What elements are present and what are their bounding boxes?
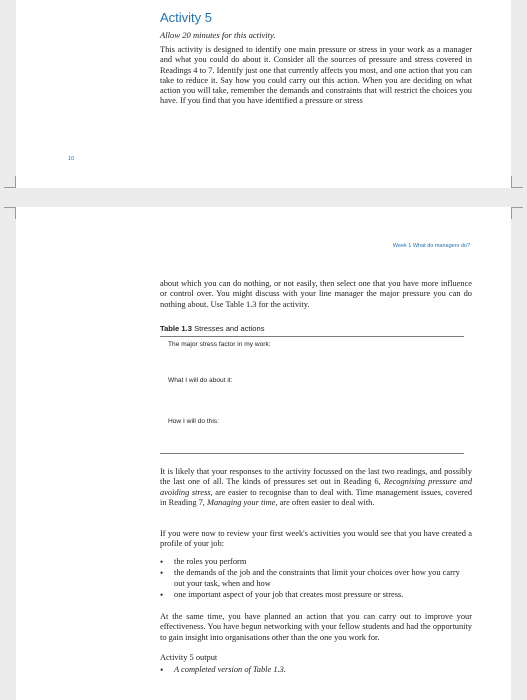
list-item: • the demands of the job and the constraints that limit your choices over how you carry out your task, when and how: [160, 568, 472, 589]
table-number: Table 1.3: [160, 324, 192, 333]
table-row-action: What I will do about it:: [168, 377, 233, 384]
summary-paragraph: At the same time, you have planned an action that you can carry out to improve your effectiveness. You have begun networking with your fellow students and had the opportunity to gain insight into organisations other than the one you work for.: [160, 612, 472, 642]
page-top: [16, 0, 511, 188]
table-row-stress-factor: The major stress factor in my work:: [168, 341, 271, 348]
profile-list: [160, 557, 472, 601]
list-item: • A completed version of Table 1.3.: [160, 665, 472, 675]
review-paragraph: If you were now to review your first week's activities you would see that you have created a profile of your job:: [160, 529, 472, 549]
text-run: , are often easier to deal with.: [275, 497, 375, 507]
crop-mark-top-right: [511, 207, 523, 219]
table-title: [160, 324, 265, 333]
output-heading: Activity 5 output: [160, 653, 218, 662]
activity-description: This activity is designed to identify one main pressure or stress in your work as a manager and what you could do about it. Consider all the sources of pressure and stress covered in Readings 4 to 7. Identify just one that currently affects you most, and one action that you can take to reduce it. Say how you could carry out this action. When you are deciding on what action you will take, remember the demands and constraints that will restrict the choices you have. If you find that you have identified a pressure or stress: [160, 45, 472, 106]
crop-mark-bottom-left: [4, 176, 16, 188]
reading-6-title: Recognising pressure and avoiding stress: [160, 477, 473, 497]
table-row-method: How I will do this:: [168, 418, 219, 425]
output-list: [160, 665, 472, 675]
discussion-paragraph: [160, 467, 472, 508]
list-item: • one important aspect of your job that creates most pressure or stress.: [160, 590, 472, 600]
table-caption: Stresses and actions: [194, 324, 265, 333]
text-run: , are easier to recognise than to deal with. Time management issues, covered in Reading 7,: [160, 487, 473, 507]
page-number: 10: [68, 156, 75, 162]
page-bottom: [16, 207, 511, 700]
activity-duration: Allow 20 minutes for this activity.: [160, 30, 276, 40]
crop-mark-bottom-right: [511, 176, 523, 188]
running-head: Week 1 What do managers do?: [392, 243, 470, 249]
crop-mark-top-left: [4, 207, 16, 219]
continued-paragraph: about which you can do nothing, or not easily, then select one that you have more influence or control over. You might discuss with your line manager the major pressure you can do nothing about. Use Table 1.3 for the activity.: [160, 279, 472, 309]
table-rule-top: [160, 336, 464, 337]
table-rule-bottom: [160, 453, 464, 454]
list-item: • the roles you perform: [160, 557, 472, 567]
activity-title: Activity 5: [160, 10, 213, 25]
reading-7-title: Managing your time: [207, 497, 276, 507]
text-run: It is likely that your responses to the activity focussed on the last two readings, and possibly the last one of all. The kinds of pressures set out in Reading 6,: [160, 467, 472, 487]
